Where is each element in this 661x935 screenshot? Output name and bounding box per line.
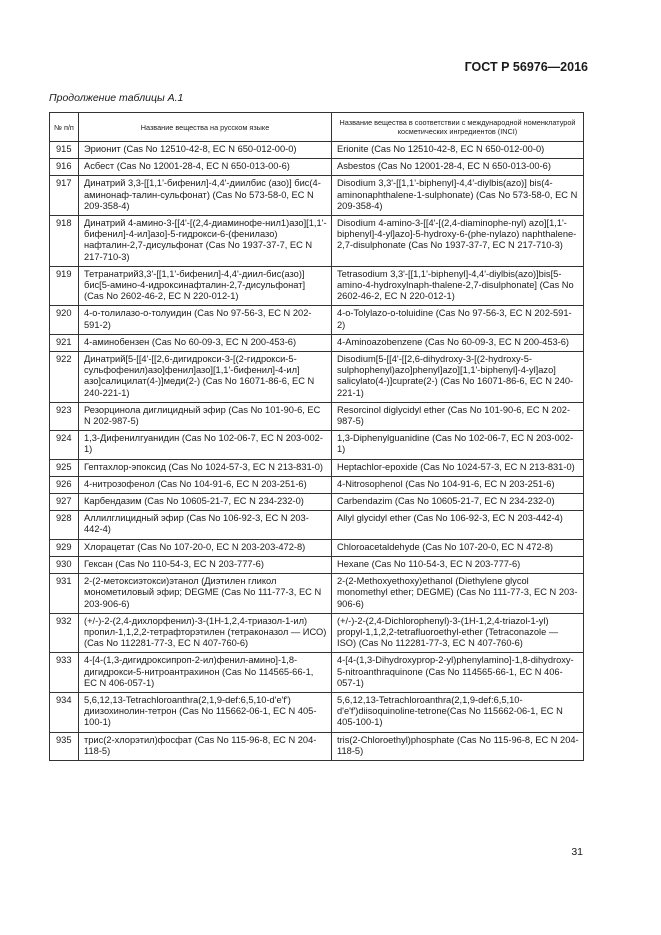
russian-name-cell: Карбендазим (Cas No 10605-21-7, EC N 234-232-0) — [79, 494, 332, 511]
header-russian-name: Название вещества на русском языке — [79, 113, 332, 142]
table-row — [50, 539, 584, 556]
russian-name-cell: Аллилглицидный эфир (Cas No 106-92-3, EC N 203-442-4) — [79, 511, 332, 539]
standard-designation: ГОСТ Р 56976—2016 — [464, 60, 588, 74]
table-row — [50, 613, 584, 653]
inci-name-cell: 4-Aminoazobenzene (Cas No 60-09-3, EC N 200-453-6) — [332, 334, 584, 351]
inci-name-cell: Heptachlor-epoxide (Cas No 1024-57-3, EC N 213-831-0) — [332, 459, 584, 476]
row-number: 925 — [50, 459, 79, 476]
table-row — [50, 494, 584, 511]
row-number: 924 — [50, 431, 79, 459]
table-row — [50, 556, 584, 573]
header-number: № п/п — [50, 113, 79, 142]
table-row — [50, 352, 584, 403]
table-row — [50, 142, 584, 159]
table-row — [50, 459, 584, 476]
inci-name-cell: Tetrasodium 3,3'-[[1,1'-biphenyl]-4,4'-diylbis(azo)]bis[5-amino-4-hydroxylnaph-thalene-2,7-disulphonate] (Cas No 2602-46-2, EC N 220-012-1) — [332, 266, 584, 306]
inci-name-cell: 4-Nitrosophenol (Cas No 104-91-6, EC N 203-251-6) — [332, 476, 584, 493]
row-number: 917 — [50, 176, 79, 216]
table-row — [50, 216, 584, 267]
inci-name-cell: Asbestos (Cas No 12001-28-4, EC N 650-013-00-6) — [332, 159, 584, 176]
inci-name-cell: 2-(2-Methoxyethoxy)ethanol (Diethylene glycol monomethyl ether; DEGME) (Cas No 111-77-3, EC N 203-906-6) — [332, 574, 584, 614]
russian-name-cell: 4-о-толилазо-о-толуидин (Cas No 97-56-3, EC N 202-591-2) — [79, 306, 332, 334]
row-number: 935 — [50, 732, 79, 760]
row-number: 933 — [50, 653, 79, 693]
table-row — [50, 574, 584, 614]
row-number: 915 — [50, 142, 79, 159]
inci-name-cell: 4-[4-(1,3-Dihydroxyprop-2-yl)phenylamino]-1,8-dihydroxy-5-nitroanthraquinone (Cas No 114565-66-1, EC N 406-057-1) — [332, 653, 584, 693]
substances-table — [49, 112, 584, 761]
row-number: 916 — [50, 159, 79, 176]
russian-name-cell: Резорцинола диглицидный эфир (Cas No 101-90-6, EC N 202-987-5) — [79, 402, 332, 430]
row-number: 931 — [50, 574, 79, 614]
table-row — [50, 306, 584, 334]
row-number: 932 — [50, 613, 79, 653]
table-row — [50, 511, 584, 539]
table-row — [50, 266, 584, 306]
row-number: 927 — [50, 494, 79, 511]
table-row — [50, 653, 584, 693]
row-number: 921 — [50, 334, 79, 351]
row-number: 922 — [50, 352, 79, 403]
russian-name-cell: Динатрий 4-амино-3-[[4'-[(2,4-диаминофе-нил1)азо][1,1'-бифенил]-4-ил]азо]-5-гидрокси-6-(фенилазо) нафталин-2,7-дисульфонат (Cas No 1937-37-7, EC N 217-710-3) — [79, 216, 332, 267]
inci-name-cell: 1,3-Diphenylguanidine (Cas No 102-06-7, EC N 203-002-1) — [332, 431, 584, 459]
table-body — [50, 142, 584, 761]
inci-name-cell: Disodium[5-[[4'-[[2,6-dihydroxy-3-[(2-hydroxy-5-sulphophenyl)azo]phenyl]azo][1,1'-biphenyl]-4-yl]azo] salicylato(4-)]cuprate(2-) (Cas No 16071-86-6, EC N 240-221-1) — [332, 352, 584, 403]
russian-name-cell: Асбест (Cas No 12001-28-4, EC N 650-013-00-6) — [79, 159, 332, 176]
row-number: 919 — [50, 266, 79, 306]
table-row — [50, 159, 584, 176]
russian-name-cell: Хлорацетат (Cas No 107-20-0, EC N 203-203-472-8) — [79, 539, 332, 556]
russian-name-cell: Динатрий[5-[[4'-[[2,6-дигидрокси-3-[(2-гидрокси-5-сульфофенил)азо]фенил]азо][1,1'-бифенил]-4-ил] азо]салицилат(4-)]меди(2-) (Cas No 16071-86-6, EC N 240-221-1) — [79, 352, 332, 403]
inci-name-cell: Disodium 3,3'-[[1,1'-biphenyl]-4,4'-diylbis(azo)] bis(4-aminonaphthalene-1-sulphonate) (Cas No 573-58-0, EC N 209-358-4) — [332, 176, 584, 216]
inci-name-cell: Erionite (Cas No 12510-42-8, EC N 650-012-00-0) — [332, 142, 584, 159]
row-number: 930 — [50, 556, 79, 573]
table-row — [50, 476, 584, 493]
russian-name-cell: Гексан (Cas No 110-54-3, EC N 203-777-6) — [79, 556, 332, 573]
row-number: 918 — [50, 216, 79, 267]
inci-name-cell: Carbendazim (Cas No 10605-21-7, EC N 234-232-0) — [332, 494, 584, 511]
russian-name-cell: Гептахлор-эпоксид (Cas No 1024-57-3, EC N 213-831-0) — [79, 459, 332, 476]
table-row — [50, 732, 584, 760]
russian-name-cell: 4-аминобензен (Cas No 60-09-3, EC N 200-453-6) — [79, 334, 332, 351]
table-row — [50, 431, 584, 459]
row-number: 934 — [50, 692, 79, 732]
header-inci-name: Название вещества в соответствии с международной номенклатурой косметических ингредиентов (INCI) — [332, 113, 584, 142]
russian-name-cell: 1,3-Дифенилгуанидин (Cas No 102-06-7, EC N 203-002-1) — [79, 431, 332, 459]
inci-name-cell: Resorcinol diglycidyl ether (Cas No 101-90-6, EC N 202-987-5) — [332, 402, 584, 430]
inci-name-cell: tris(2-Chloroethyl)phosphate (Cas No 115-96-8, EC N 204-118-5) — [332, 732, 584, 760]
row-number: 923 — [50, 402, 79, 430]
row-number: 929 — [50, 539, 79, 556]
inci-name-cell: Disodium 4-amino-3-[[4'-[(2,4-diaminophe-nyl) azo][1,1'-biphenyl]-4-yl]azo]-5-hydroxy-6-(phe-nylazo) naphthalene-2,7-disulphonate (Cas No 1937-37-7, EC N 217-710-3) — [332, 216, 584, 267]
inci-name-cell: 4-o-Tolylazo-o-toluidine (Cas No 97-56-3, EC N 202-591-2) — [332, 306, 584, 334]
inci-name-cell: Allyl glycidyl ether (Cas No 106-92-3, EC N 203-442-4) — [332, 511, 584, 539]
russian-name-cell: 4-нитрозофенол (Cas No 104-91-6, EC N 203-251-6) — [79, 476, 332, 493]
table-header-row — [50, 113, 584, 142]
russian-name-cell: Эрионит (Cas No 12510-42-8, EC N 650-012-00-0) — [79, 142, 332, 159]
table-caption: Продолжение таблицы А.1 — [49, 92, 184, 104]
table-row — [50, 176, 584, 216]
russian-name-cell: 5,6,12,13-Tetrachloroanthra(2,1,9-def:6,5,10-d'e'f') диизохинолин-тетрон (Cas No 115662-06-1, EC N 405-100-1) — [79, 692, 332, 732]
russian-name-cell: Динатрий 3,3-[[1,1'-бифенил]-4,4'-диилбис (азо)] бис(4-аминонаф-талин-сульфонат) (Cas No 573-58-0, EC N 209-358-4) — [79, 176, 332, 216]
inci-name-cell: Hexane (Cas No 110-54-3, EC N 203-777-6) — [332, 556, 584, 573]
inci-name-cell: (+/-)-2-(2,4-Dichlorophenyl)-3-(1H-1,2,4-triazol-1-yl) propyl-1,1,2,2-tetrafluoroethyl-ether (Tetraconazole — ISO) (Cas No 112281-77-3, EC N 407-760-6) — [332, 613, 584, 653]
inci-name-cell: 5,6,12,13-Tetrachloroanthra(2,1,9-def:6,5,10-d'e'f')diisoquinoline-tetrone(Cas No 115662-06-1, EC N 405-100-1) — [332, 692, 584, 732]
russian-name-cell: 4-[4-(1,3-дигидроксипроп-2-ил)фенил-амино]-1,8-дигидрокси-5-нитроантрахинон (Cas No 114565-66-1, EC N 406-057-1) — [79, 653, 332, 693]
russian-name-cell: 2-(2-метоксиэтокси)этанол (Диэтилен гликол монометиловый эфир; DEGME (Cas No 111-77-3, EC N 203-906-6) — [79, 574, 332, 614]
row-number: 920 — [50, 306, 79, 334]
inci-name-cell: Chloroacetaldehyde (Cas No 107-20-0, EC N 472-8) — [332, 539, 584, 556]
table-row — [50, 334, 584, 351]
table-row — [50, 692, 584, 732]
row-number: 928 — [50, 511, 79, 539]
russian-name-cell: Тетранатрий3,3'-[[1,1'-бифенил]-4,4'-диил-бис(азо)] бис[5-амино-4-идроксинафталин-2,7-дисульфонат] (Cas No 2602-46-2, EC N 220-012-1) — [79, 266, 332, 306]
row-number: 926 — [50, 476, 79, 493]
page-number: 31 — [571, 846, 583, 858]
russian-name-cell: трис(2-хлорэтил)фосфат (Cas No 115-96-8, EC N 204-118-5) — [79, 732, 332, 760]
table-row — [50, 402, 584, 430]
russian-name-cell: (+/-)-2-(2,4-дихлорфенил)-3-(1Н-1,2,4-триазол-1-ил) пропил-1,1,2,2-тетрафторэтилен (тетраконазол — ИСО) (Cas No 112281-77-3, EC N 407-760-6) — [79, 613, 332, 653]
